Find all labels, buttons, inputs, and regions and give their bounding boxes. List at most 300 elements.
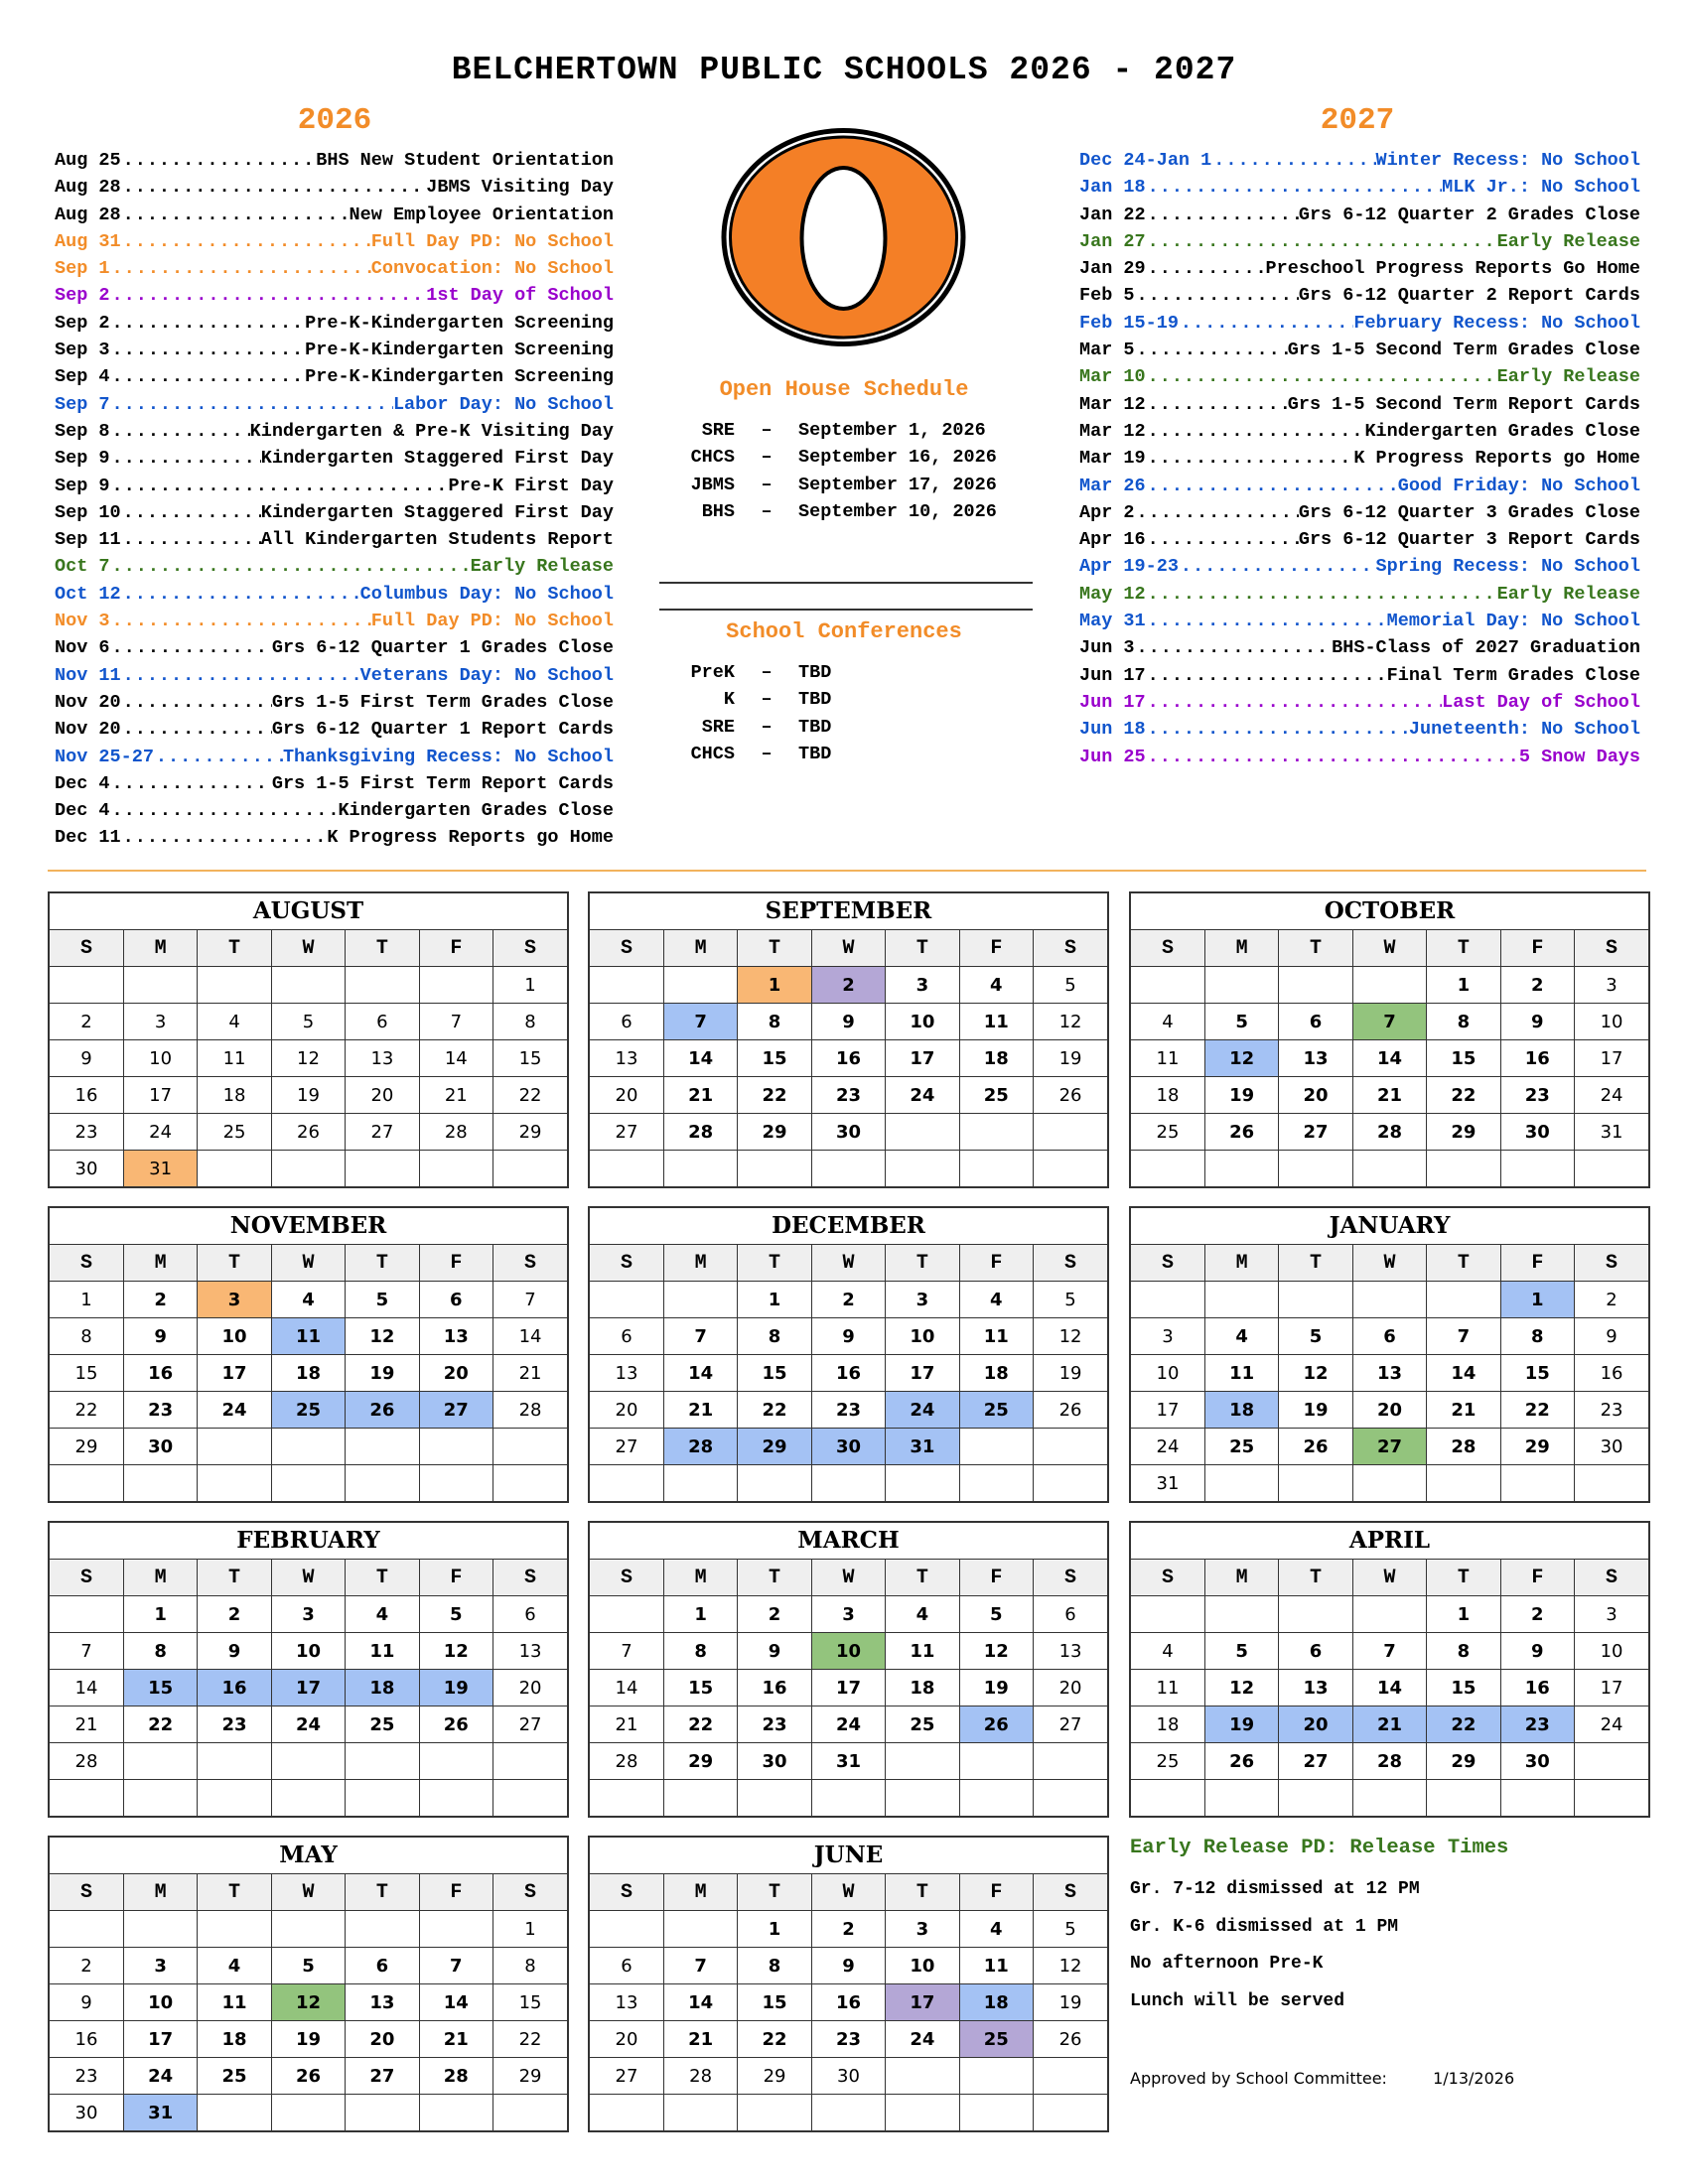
weekday-header: T (886, 1245, 959, 1282)
calendar-day: 28 (1352, 1114, 1426, 1151)
month-november (48, 1206, 569, 1503)
event-date: Jun 17 (1079, 691, 1146, 713)
calendar-day: 8 (1427, 1004, 1500, 1040)
calendar-day: 24 (1131, 1429, 1204, 1465)
calendar-empty-cell (1427, 1151, 1500, 1187)
schedule-school: SRE (701, 420, 735, 441)
month-title: FEBRUARY (50, 1523, 567, 1560)
calendar-day: 4 (1204, 1318, 1278, 1355)
calendar-day: 9 (738, 1633, 811, 1670)
calendar-day: 29 (738, 1114, 811, 1151)
calendar-day: 27 (419, 1392, 492, 1429)
month-title: SEPTEMBER (590, 893, 1107, 930)
leader-dots (1179, 553, 1376, 580)
calendar-empty-cell (811, 1465, 885, 1502)
month-title: JANUARY (1131, 1208, 1648, 1245)
month-title: JUNE (590, 1838, 1107, 1874)
calendar-empty-cell (493, 1780, 567, 1817)
leader-dots (110, 634, 272, 661)
event-date: Mar 26 (1079, 475, 1146, 496)
calendar-empty-cell (123, 1911, 197, 1948)
weekday-header: S (493, 930, 567, 967)
calendar-day: 8 (663, 1633, 737, 1670)
leader-dots (110, 473, 449, 499)
calendar-day: 28 (419, 1114, 492, 1151)
calendar-day: 10 (886, 1004, 959, 1040)
calendar-day: 24 (123, 2058, 197, 2095)
calendar-empty-cell (271, 1151, 345, 1187)
calendar-empty-cell (663, 1282, 737, 1318)
weekday-header: M (123, 1874, 197, 1911)
event-text: Grs 6-12 Quarter 2 Report Cards (1298, 285, 1640, 307)
calendar-day: 9 (811, 1004, 885, 1040)
calendar-empty-cell (493, 1743, 567, 1780)
calendar-day: 29 (738, 2058, 811, 2095)
calendar-day: 13 (590, 1355, 663, 1392)
calendar-day: 1 (738, 1911, 811, 1948)
calendar-day: 30 (1500, 1114, 1574, 1151)
event-item (55, 744, 614, 770)
calendar-day: 13 (419, 1318, 492, 1355)
calendar-empty-cell (346, 967, 419, 1004)
event-text: Winter Recess: No School (1375, 150, 1640, 171)
calendar-day: 13 (1352, 1355, 1426, 1392)
early-release-info (1130, 1837, 1607, 2020)
calendar-day: 10 (886, 1318, 959, 1355)
calendar-empty-cell (663, 1465, 737, 1502)
event-text: BHS New Student Orientation (316, 150, 614, 171)
calendar-day: 28 (1352, 1743, 1426, 1780)
leader-dots (110, 608, 371, 634)
leader-dots (110, 363, 306, 390)
event-date: Jun 25 (1079, 746, 1146, 767)
calendar-day: 12 (346, 1318, 419, 1355)
event-date: Apr 19-23 (1079, 556, 1179, 578)
leader-dots (1146, 608, 1387, 634)
calendar-day: 10 (1575, 1004, 1648, 1040)
event-item (55, 526, 614, 553)
calendar-day: 4 (271, 1282, 345, 1318)
leader-dots (1146, 473, 1398, 499)
calendar-day: 11 (346, 1633, 419, 1670)
calendar-day: 17 (811, 1670, 885, 1706)
event-item (1079, 174, 1640, 201)
calendar-day: 1 (1427, 1596, 1500, 1633)
calendar-day: 20 (590, 1077, 663, 1114)
weekday-header: S (1575, 930, 1648, 967)
calendar-empty-cell (346, 1743, 419, 1780)
calendar-day: 15 (738, 1040, 811, 1077)
calendar-empty-cell (1575, 1465, 1648, 1502)
calendar-empty-cell (1204, 1780, 1278, 1817)
calendar-day: 16 (123, 1355, 197, 1392)
calendar-day: 30 (50, 1151, 123, 1187)
schedule-school: SRE (701, 716, 735, 738)
event-date: Nov 25-27 (55, 746, 154, 767)
month-title: OCTOBER (1131, 893, 1648, 930)
event-item (1079, 499, 1640, 526)
event-date: Sep 11 (55, 529, 121, 551)
month-december (588, 1206, 1109, 1503)
calendar-day: 16 (50, 1077, 123, 1114)
month-january (1129, 1206, 1650, 1503)
calendar-empty-cell (346, 2095, 419, 2131)
calendar-day: 12 (271, 1040, 345, 1077)
weekday-header: T (346, 1874, 419, 1911)
calendar-day: 15 (738, 1984, 811, 2021)
calendar-day: 19 (1204, 1077, 1278, 1114)
calendar-day: 15 (50, 1355, 123, 1392)
event-date: Sep 3 (55, 340, 110, 361)
event-item (1079, 337, 1640, 363)
calendar-day: 18 (959, 1040, 1033, 1077)
calendar-day: 5 (1034, 1282, 1107, 1318)
calendar-day: 14 (663, 1984, 737, 2021)
calendar-empty-cell (590, 1151, 663, 1187)
schedule-school: CHCS (690, 447, 735, 469)
calendar-day: 6 (590, 1004, 663, 1040)
calendar-day: 28 (663, 1114, 737, 1151)
leader-dots (1146, 174, 1443, 201)
calendar-day: 27 (346, 1114, 419, 1151)
month-september (588, 891, 1109, 1188)
leader-dots (1135, 499, 1299, 526)
calendar-empty-cell (198, 1151, 271, 1187)
event-item (1079, 147, 1640, 174)
calendar-day: 7 (663, 1948, 737, 1984)
calendar-day: 4 (959, 1282, 1033, 1318)
calendar-empty-cell (493, 1151, 567, 1187)
leader-dots (110, 310, 306, 337)
month-june (588, 1836, 1109, 2132)
calendar-day: 8 (493, 1948, 567, 1984)
calendar-day: 20 (590, 1392, 663, 1429)
event-item (55, 147, 614, 174)
schedule-date: TBD (798, 743, 832, 764)
calendar-day: 8 (1500, 1318, 1574, 1355)
calendar-day: 24 (886, 1392, 959, 1429)
calendar-day: 31 (886, 1429, 959, 1465)
event-item (1079, 255, 1640, 282)
calendar-day: 29 (1500, 1429, 1574, 1465)
leader-dots (1146, 689, 1443, 716)
weekday-header: W (811, 930, 885, 967)
weekday-header: T (738, 1560, 811, 1596)
calendar-day: 1 (493, 1911, 567, 1948)
weekday-header: T (346, 1560, 419, 1596)
schedule-date: September 17, 2026 (798, 474, 997, 495)
calendar-day: 19 (959, 1670, 1033, 1706)
weekday-header: W (1352, 1560, 1426, 1596)
calendar-day: 5 (271, 1948, 345, 1984)
event-date: Sep 2 (55, 312, 110, 334)
weekday-header: T (886, 1560, 959, 1596)
calendar-day: 19 (1279, 1392, 1352, 1429)
calendar-day: 20 (590, 2021, 663, 2058)
calendar-day: 1 (123, 1596, 197, 1633)
calendar-day: 6 (346, 1004, 419, 1040)
calendar-day: 7 (663, 1318, 737, 1355)
leader-dots (110, 445, 261, 472)
calendar-day: 20 (1279, 1077, 1352, 1114)
calendar-empty-cell (1131, 1780, 1204, 1817)
weekday-header: T (198, 1245, 271, 1282)
event-date: Oct 7 (55, 556, 110, 578)
calendar-day: 8 (50, 1318, 123, 1355)
event-text: Pre-K-Kindergarten Screening (305, 340, 614, 361)
calendar-day: 4 (346, 1596, 419, 1633)
calendar-day: 5 (1034, 967, 1107, 1004)
calendar-day: 1 (50, 1282, 123, 1318)
calendar-day: 27 (346, 2058, 419, 2095)
calendar-day: 9 (123, 1318, 197, 1355)
event-date: Jun 17 (1079, 664, 1146, 686)
weekday-header: M (123, 930, 197, 967)
calendar-day: 31 (123, 2095, 197, 2131)
calendar-day: 6 (1352, 1318, 1426, 1355)
event-text: K Progress Reports go Home (327, 827, 614, 849)
calendar-day: 1 (738, 967, 811, 1004)
calendar-day: 18 (271, 1355, 345, 1392)
calendar-day: 25 (1204, 1429, 1278, 1465)
event-date: Jun 18 (1079, 719, 1146, 741)
calendar-day: 22 (493, 1077, 567, 1114)
calendar-day: 18 (198, 1077, 271, 1114)
calendar-day: 1 (738, 1282, 811, 1318)
calendar-day: 11 (886, 1633, 959, 1670)
event-date: Nov 20 (55, 691, 121, 713)
weekday-header: S (590, 930, 663, 967)
event-text: Kindergarten Staggered First Day (260, 501, 614, 523)
event-date: Dec 4 (55, 800, 110, 822)
calendar-empty-cell (590, 1282, 663, 1318)
calendar-empty-cell (1034, 1114, 1107, 1151)
event-text: Kindergarten & Pre-K Visiting Day (249, 420, 614, 442)
event-item (55, 228, 614, 255)
calendar-day: 14 (590, 1670, 663, 1706)
calendar-day: 9 (50, 1984, 123, 2021)
schedule-dash: – (761, 474, 773, 495)
calendar-day: 22 (663, 1706, 737, 1743)
event-item (1079, 689, 1640, 716)
calendar-day: 28 (493, 1392, 567, 1429)
weekday-header: T (738, 1874, 811, 1911)
calendar-day: 14 (50, 1670, 123, 1706)
calendar-day: 1 (1427, 967, 1500, 1004)
event-text: Grs 1-5 First Term Report Cards (271, 772, 614, 794)
calendar-day: 23 (811, 2021, 885, 2058)
weekday-header: W (271, 930, 345, 967)
weekday-header: T (198, 1874, 271, 1911)
calendar-day: 17 (123, 1077, 197, 1114)
calendar-day: 28 (663, 1429, 737, 1465)
calendar-day: 14 (663, 1355, 737, 1392)
calendar-empty-cell (886, 1743, 959, 1780)
year-2027-heading: 2027 (1320, 103, 1395, 138)
weekday-header: T (198, 930, 271, 967)
schedule-school: CHCS (690, 743, 735, 764)
calendar-day: 30 (50, 2095, 123, 2131)
calendar-empty-cell (590, 2095, 663, 2131)
calendar-day: 1 (1500, 1282, 1574, 1318)
calendar-empty-cell (590, 967, 663, 1004)
calendar-empty-cell (1279, 1596, 1352, 1633)
weekday-header: S (1034, 1245, 1107, 1282)
event-item (55, 255, 614, 282)
leader-dots (121, 228, 371, 255)
calendar-day: 18 (1204, 1392, 1278, 1429)
event-date: Mar 10 (1079, 366, 1146, 388)
calendar-day: 11 (271, 1318, 345, 1355)
calendar-day: 7 (1427, 1318, 1500, 1355)
weekday-header: S (1575, 1560, 1648, 1596)
weekday-header: W (811, 1874, 885, 1911)
calendar-day: 3 (271, 1596, 345, 1633)
month-title: AUGUST (50, 893, 567, 930)
calendar-empty-cell (1204, 967, 1278, 1004)
event-text: Veterans Day: No School (359, 664, 614, 686)
calendar-empty-cell (590, 1465, 663, 1502)
event-date: Mar 19 (1079, 448, 1146, 470)
calendar-empty-cell (886, 1465, 959, 1502)
calendar-day: 7 (1352, 1004, 1426, 1040)
calendar-day: 13 (1279, 1040, 1352, 1077)
calendar-day: 24 (886, 2021, 959, 2058)
weekday-header: T (1279, 1245, 1352, 1282)
schedule-dash: – (761, 500, 773, 522)
event-text: Grs 6-12 Quarter 1 Report Cards (271, 719, 614, 741)
calendar-day: 14 (1352, 1670, 1426, 1706)
leader-dots (110, 797, 339, 824)
calendar-day: 16 (811, 1355, 885, 1392)
month-title: NOVEMBER (50, 1208, 567, 1245)
event-date: Jan 18 (1079, 177, 1146, 199)
calendar-day: 28 (50, 1743, 123, 1780)
calendar-day: 6 (493, 1596, 567, 1633)
event-text: 5 Snow Days (1518, 746, 1640, 767)
calendar-empty-cell (419, 1743, 492, 1780)
calendar-empty-cell (50, 967, 123, 1004)
calendar-empty-cell (1034, 1465, 1107, 1502)
calendar-day: 21 (493, 1355, 567, 1392)
event-item (55, 499, 614, 526)
calendar-day: 31 (1131, 1465, 1204, 1502)
calendar-day: 21 (419, 2021, 492, 2058)
event-item (1079, 418, 1640, 445)
event-item (55, 553, 614, 580)
calendar-empty-cell (271, 1465, 345, 1502)
calendar-empty-cell (738, 1151, 811, 1187)
leader-dots (121, 147, 317, 174)
leader-dots (121, 662, 360, 689)
event-text: Pre-K First Day (448, 475, 614, 496)
event-item (1079, 445, 1640, 472)
weekday-header: T (886, 930, 959, 967)
event-text: Last Day of School (1442, 691, 1640, 713)
calendar-day: 7 (419, 1948, 492, 1984)
calendar-empty-cell (271, 2095, 345, 2131)
event-text: Full Day PD: No School (370, 230, 614, 252)
event-item (1079, 310, 1640, 337)
calendar-day: 14 (493, 1318, 567, 1355)
event-item (1079, 282, 1640, 309)
calendar-empty-cell (811, 2095, 885, 2131)
event-item (55, 473, 614, 499)
calendar-day: 9 (1500, 1004, 1574, 1040)
calendar-day: 18 (198, 2021, 271, 2058)
event-item (55, 337, 614, 363)
calendar-empty-cell (123, 1743, 197, 1780)
calendar-empty-cell (493, 1465, 567, 1502)
weekday-header: S (50, 1874, 123, 1911)
event-item (1079, 363, 1640, 390)
calendar-empty-cell (1279, 1282, 1352, 1318)
calendar-day: 25 (959, 1392, 1033, 1429)
month-october (1129, 891, 1650, 1188)
calendar-day: 21 (1352, 1706, 1426, 1743)
calendar-day: 6 (1034, 1596, 1107, 1633)
event-item (55, 689, 614, 716)
event-date: Nov 11 (55, 664, 121, 686)
leader-dots (121, 824, 328, 851)
event-text: Final Term Grades Close (1386, 664, 1640, 686)
calendar-empty-cell (419, 1151, 492, 1187)
calendar-empty-cell (1500, 1151, 1574, 1187)
calendar-day: 13 (590, 1040, 663, 1077)
leader-dots (1146, 202, 1299, 228)
calendar-day: 9 (50, 1040, 123, 1077)
events-list-2027 (1079, 147, 1640, 770)
calendar-empty-cell (959, 1743, 1033, 1780)
weekday-header: S (1575, 1245, 1648, 1282)
calendar-day: 29 (493, 1114, 567, 1151)
event-date: Aug 28 (55, 204, 121, 225)
calendar-empty-cell (1034, 1780, 1107, 1817)
calendar-day: 22 (738, 1077, 811, 1114)
calendar-day: 16 (198, 1670, 271, 1706)
event-date: Feb 5 (1079, 285, 1135, 307)
leader-dots (121, 174, 427, 201)
event-date: Dec 24-Jan 1 (1079, 150, 1212, 171)
calendar-day: 4 (198, 1004, 271, 1040)
event-item (55, 445, 614, 472)
calendar-day: 9 (811, 1948, 885, 1984)
event-item (55, 608, 614, 634)
schedule-row (657, 659, 955, 686)
calendar-day: 9 (1575, 1318, 1648, 1355)
calendar-day: 22 (50, 1392, 123, 1429)
calendar-day: 15 (738, 1355, 811, 1392)
calendar-day: 18 (346, 1670, 419, 1706)
calendar-day: 27 (493, 1706, 567, 1743)
calendar-empty-cell (198, 1465, 271, 1502)
event-text: New Employee Orientation (349, 204, 614, 225)
schedule-dash: – (761, 662, 773, 683)
page-title: BELCHERTOWN PUBLIC SCHOOLS 2026 - 2027 (451, 52, 1237, 88)
calendar-day: 20 (419, 1355, 492, 1392)
year-2026-heading: 2026 (297, 103, 372, 138)
weekday-header: F (1500, 1560, 1574, 1596)
event-item (55, 310, 614, 337)
calendar-day: 3 (123, 1948, 197, 1984)
calendar-empty-cell (493, 2095, 567, 2131)
event-date: Jan 27 (1079, 230, 1146, 252)
calendar-day: 20 (346, 1077, 419, 1114)
event-text: Labor Day: No School (392, 393, 614, 415)
calendar-day: 9 (198, 1633, 271, 1670)
leader-dots (121, 716, 272, 743)
calendar-day: 18 (959, 1355, 1033, 1392)
